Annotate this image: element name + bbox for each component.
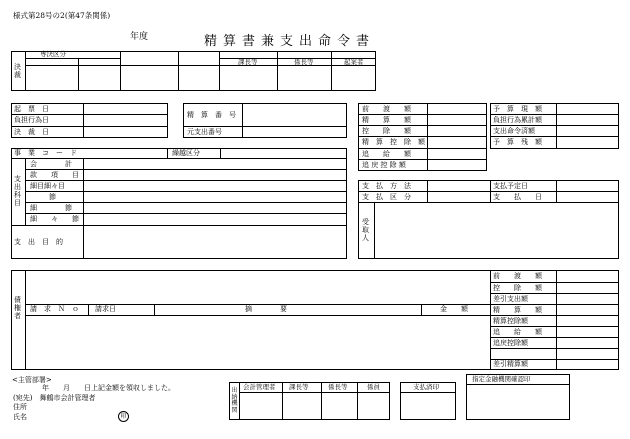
suitou-kikan-label: 出納機関 [231, 387, 238, 414]
kai-label: 会 計 [30, 160, 72, 168]
kakaricho-label: 係長等 [294, 58, 314, 66]
jigyo-code-label: 事 業 コ ー ド [14, 149, 77, 157]
saisai-label: 細 々 節 [30, 215, 79, 223]
seikyu-no-label: 請 求 Ｎ ｏ [30, 305, 79, 313]
summary-seisan-label: 精 算 額 [493, 306, 542, 314]
kurikoshi-label: 繰越区分 [172, 149, 200, 157]
seisan-amount-label: 精 算 額 [362, 116, 411, 124]
receipt-statement: 年 月 日上記金額を領収しました。 [42, 384, 175, 392]
footer-kakaricho-label: 係長等 [328, 383, 348, 391]
summary-sashihiki-shishutsu-label: 差引支出額 [493, 295, 528, 303]
saimoku-label: 細目細々目 [30, 182, 65, 190]
kianja-label: 起案者 [344, 58, 364, 66]
kian-date-label: 起 票 日 [14, 105, 49, 113]
modori-kojo-label: 追 戻 控 除 額 [362, 161, 406, 169]
summary-modori-kojo-label: 追戻控除額 [493, 339, 528, 347]
summary-seisan-kojo-label: 精算控除額 [493, 317, 528, 325]
sai-label: 細 節 [30, 204, 72, 212]
shishutsu-kamoku-label: 支出科目 [14, 175, 21, 207]
shishutsu-sumi-label: 支出命令済額 [493, 127, 535, 135]
shimei-label: 氏名 [13, 413, 27, 421]
yosan-zan-label: 予 算 残 額 [493, 138, 542, 146]
seikyu-bi-label: 請求日 [95, 305, 116, 313]
yosan-gen-label: 予 算 現 額 [493, 105, 542, 113]
tekiyo-label: 摘 要 [245, 305, 287, 313]
page-title: 精算書兼支出命令書 [204, 34, 376, 49]
seisan-no-label: 精 算 番 号 [187, 111, 236, 119]
hoho-label: 支 払 方 法 [362, 182, 411, 190]
summary-tsuikyu-label: 追 給 額 [493, 328, 542, 336]
moto-no-label: 元支出番号 [187, 128, 222, 136]
seal-mark: 印 [118, 411, 129, 422]
summary-sashihiki-seisan-label: 差引精算額 [493, 360, 528, 368]
kubun-label: 支 払 区 分 [362, 193, 411, 201]
yotei-label: 支払予定日 [493, 182, 528, 190]
jusho-label: 住所 [13, 403, 27, 411]
kessai-date-label: 決 裁 日 [14, 128, 49, 136]
kojo-label: 控 除 額 [362, 127, 411, 135]
shukan-label: <主管部署> [12, 376, 52, 384]
tsuikyu-label: 追 給 額 [362, 150, 411, 158]
mokuteki-label: 支 出 目 的 [14, 238, 63, 246]
futan-ruikei-label: 負担行為累計額 [493, 116, 542, 124]
footer-kacho-label: 課長等 [289, 383, 309, 391]
form-number: 様式第28号の2(第47条関係) [13, 11, 111, 20]
kingaku-label: 金 額 [440, 305, 468, 313]
kan-label: 款 項 目 [30, 171, 79, 179]
uketorinin-label: 受取人 [362, 218, 369, 242]
shitei-kin-label: 指定金融機関確認印 [472, 375, 531, 383]
kaikei-kanrisha-label: 会計管理者 [243, 383, 276, 391]
zento-label: 前 渡 額 [362, 105, 411, 113]
atesaki-label: (宛先) 舞鶴市会計管理者 [13, 394, 96, 402]
kakari-label: 係員 [367, 383, 380, 391]
setsu-label: 節 [49, 193, 56, 201]
shiharai-zumi-label: 支払済印 [413, 383, 439, 391]
saikensha-label: 債権者 [14, 296, 21, 320]
approval-label: 決裁 [14, 63, 21, 79]
futan-date-label: 負担行為日 [14, 116, 49, 124]
seisan-kojo-label: 精 算 控 除 額 [362, 138, 425, 146]
senketsu-label: 専決区分 [40, 50, 66, 58]
shiharai-label: 支 払 日 [493, 193, 542, 201]
summary-kojo-label: 控 除 額 [493, 284, 542, 292]
fiscal-year-label: 年度 [130, 32, 149, 42]
kacho-label: 課長等 [238, 58, 258, 66]
summary-zento-label: 前 渡 額 [493, 272, 542, 280]
